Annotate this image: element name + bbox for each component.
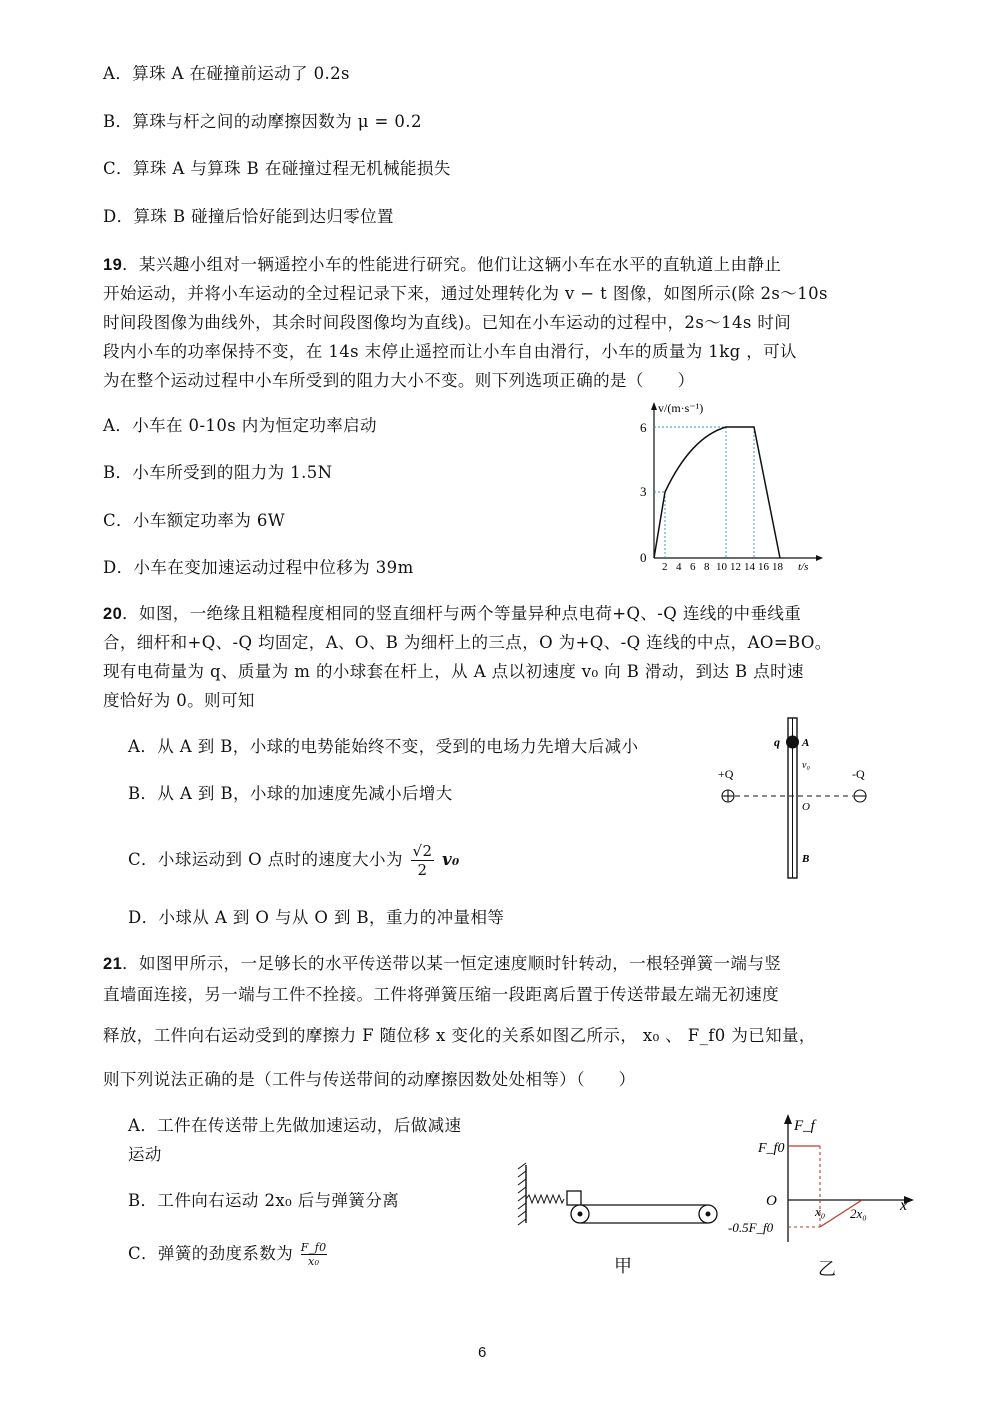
q19-option-a: A．小车在 0-10s 内为恒定功率启动	[103, 416, 377, 435]
q21-option-a-cont: 运动	[128, 1145, 162, 1164]
q20-line-1: 20．如图，一绝缘且粗糙程度相同的竖直细杆与两个等量异种点电荷+Q、-Q 连线的中垂线重	[103, 604, 802, 623]
prev-option-d: D．算珠 B 碰撞后恰好能到达归零位置	[103, 207, 394, 226]
q20-option-b: B．从 A 到 B，小球的加速度先减小后增大	[128, 784, 453, 803]
svg-text:v₀: v₀	[802, 760, 810, 771]
q21-option-a: A．工件在传送带上先做加速运动，后做减速	[128, 1116, 462, 1135]
q19-line-4: 段内小车的功率保持不变，在 14s 末停止遥控而让小车自由滑行，小车的质量为 1kg ，可认	[103, 342, 797, 361]
q19-line-2: 开始运动，并将小车运动的全过程记录下来，通过处理转化为 v − t 图像，如图所示(除 2s～10s	[103, 284, 828, 303]
q19-graph-xtick: 4	[676, 561, 682, 573]
q19-graph-xlabel: t/s	[798, 561, 809, 573]
svg-text:-Q: -Q	[852, 767, 865, 781]
q19-graph-xtick: 16	[758, 561, 769, 573]
q20-line-2: 合，细杆和+Q、-Q 均固定，A、O、B 为细杆上的三点，O 为+Q、-Q 连线的中点，AO=BO。	[103, 633, 832, 652]
q21-option-c-fraction: $\frac{F\_f0}{\text{x₀}}$	[300, 1241, 327, 1268]
q21-line-1: 21．如图甲所示，一足够长的水平传送带以某一恒定速度顺时针转动，一根轻弹簧一端与竖	[103, 954, 782, 973]
svg-text:B: B	[802, 853, 810, 865]
q20-line-4: 度恰好为 0。则可知	[103, 691, 255, 710]
q19-graph-origin: 0	[640, 550, 647, 565]
q19-graph-xtick: 8	[704, 561, 710, 573]
svg-text:+Q: +Q	[718, 767, 734, 781]
q21-number: 21	[103, 955, 123, 973]
q20-number: 20	[103, 605, 123, 623]
q19-line-1: 19．某兴趣小组对一辆遥控小车的性能进行研究。他们让这辆小车在水平的直轨道上由静止	[103, 255, 782, 274]
q19-graph-xtick: 12	[730, 561, 741, 573]
q19-vt-graph	[630, 398, 830, 578]
svg-text:2x₀: 2x₀	[850, 1206, 867, 1221]
q19-graph-xtick: 6	[690, 561, 696, 573]
q20-option-a: A．从 A 到 B，小球的电势能始终不变，受到的电场力先增大后减小	[128, 737, 639, 756]
q19-graph-xtick: 18	[772, 561, 783, 573]
prev-option-c: C．算珠 A 与算珠 B 在碰撞过程无机械能损失	[103, 159, 451, 178]
svg-text:F_f: F_f	[794, 1118, 815, 1134]
svg-text:-0.5F_f0: -0.5F_f0	[728, 1220, 774, 1235]
q20-option-c: C．小球运动到 O 点时的速度大小为 $\frac{√2}{2}$ v₀	[128, 842, 460, 879]
svg-text:F_f0: F_f0	[758, 1141, 785, 1156]
svg-text:O: O	[802, 801, 810, 813]
q21-line-4: 则下列说法正确的是（工件与传送带间的动摩擦因数处处相等）（ ）	[103, 1070, 636, 1089]
prev-option-a: A．算珠 A 在碰撞前运动了 0.2s	[103, 64, 350, 83]
svg-text:q: q	[774, 735, 780, 749]
q20-line-3: 现有电荷量为 q、质量为 m 的小球套在杆上，从 A 点以初速度 v₀ 向 B 滑动，到达 B 点时速	[103, 662, 804, 681]
q21-line-2: 直墙面连接，另一端与工件不拴接。工件将弹簧压缩一段距离后置于传送带最左端无初速度	[103, 985, 779, 1004]
q19-graph-xtick: 2	[662, 561, 668, 573]
q19-number: 19	[103, 256, 123, 274]
q21-force-graph	[722, 1112, 922, 1247]
q21-fig-jia-caption: 甲	[614, 1256, 633, 1277]
svg-text:x: x	[900, 1197, 908, 1214]
q21-fig-yi-caption: 乙	[818, 1259, 837, 1280]
q19-option-c: C．小车额定功率为 6W	[103, 511, 286, 530]
q19-graph-xtick: 14	[744, 561, 755, 573]
q21-option-b: B．工件向右运动 2x₀ 后与弹簧分离	[128, 1191, 400, 1210]
q19-graph-ytick-3: 3	[640, 484, 647, 499]
q21-conveyor-figure	[512, 1155, 732, 1235]
q19-graph-xtick: 10	[716, 561, 727, 573]
page-number: 6	[478, 1344, 487, 1361]
q20-option-c-fraction: $\frac{√2}{2}$	[412, 842, 433, 879]
svg-text:A: A	[802, 737, 810, 749]
q20-option-d: D．小球从 A 到 O 与从 O 到 B，重力的冲量相等	[128, 908, 505, 927]
q21-option-c: C．弹簧的劲度系数为 $\frac{F\_f0}{\text{x₀}}$	[128, 1241, 327, 1268]
q20-charge-figure	[708, 716, 890, 884]
q19-option-d: D．小车在变加速运动过程中位移为 39m	[103, 558, 414, 577]
svg-text:x₀: x₀	[815, 1204, 826, 1219]
q19-option-b: B．小车所受到的阻力为 1.5N	[103, 463, 333, 482]
q21-line-3: 释放，工件向右运动受到的摩擦力 F 随位移 x 变化的关系如图乙所示， x₀ 、 F_f0 为已知量，	[103, 1026, 816, 1045]
q19-line-5: 为在整个运动过程中小车所受到的阻力大小不变。则下列选项正确的是（ ）	[103, 371, 695, 390]
q19-line-3: 时间段图像为曲线外，其余时间段图像均为直线)。已知在小车运动的过程中，2s～14s 时间	[103, 313, 792, 332]
q19-graph-ylabel: v/(m·s⁻¹)	[658, 401, 704, 415]
prev-option-b: B．算珠与杆之间的动摩擦因数为 μ = 0.2	[103, 112, 422, 131]
svg-text:O: O	[766, 1193, 777, 1209]
q19-graph-ytick-6: 6	[640, 420, 647, 435]
